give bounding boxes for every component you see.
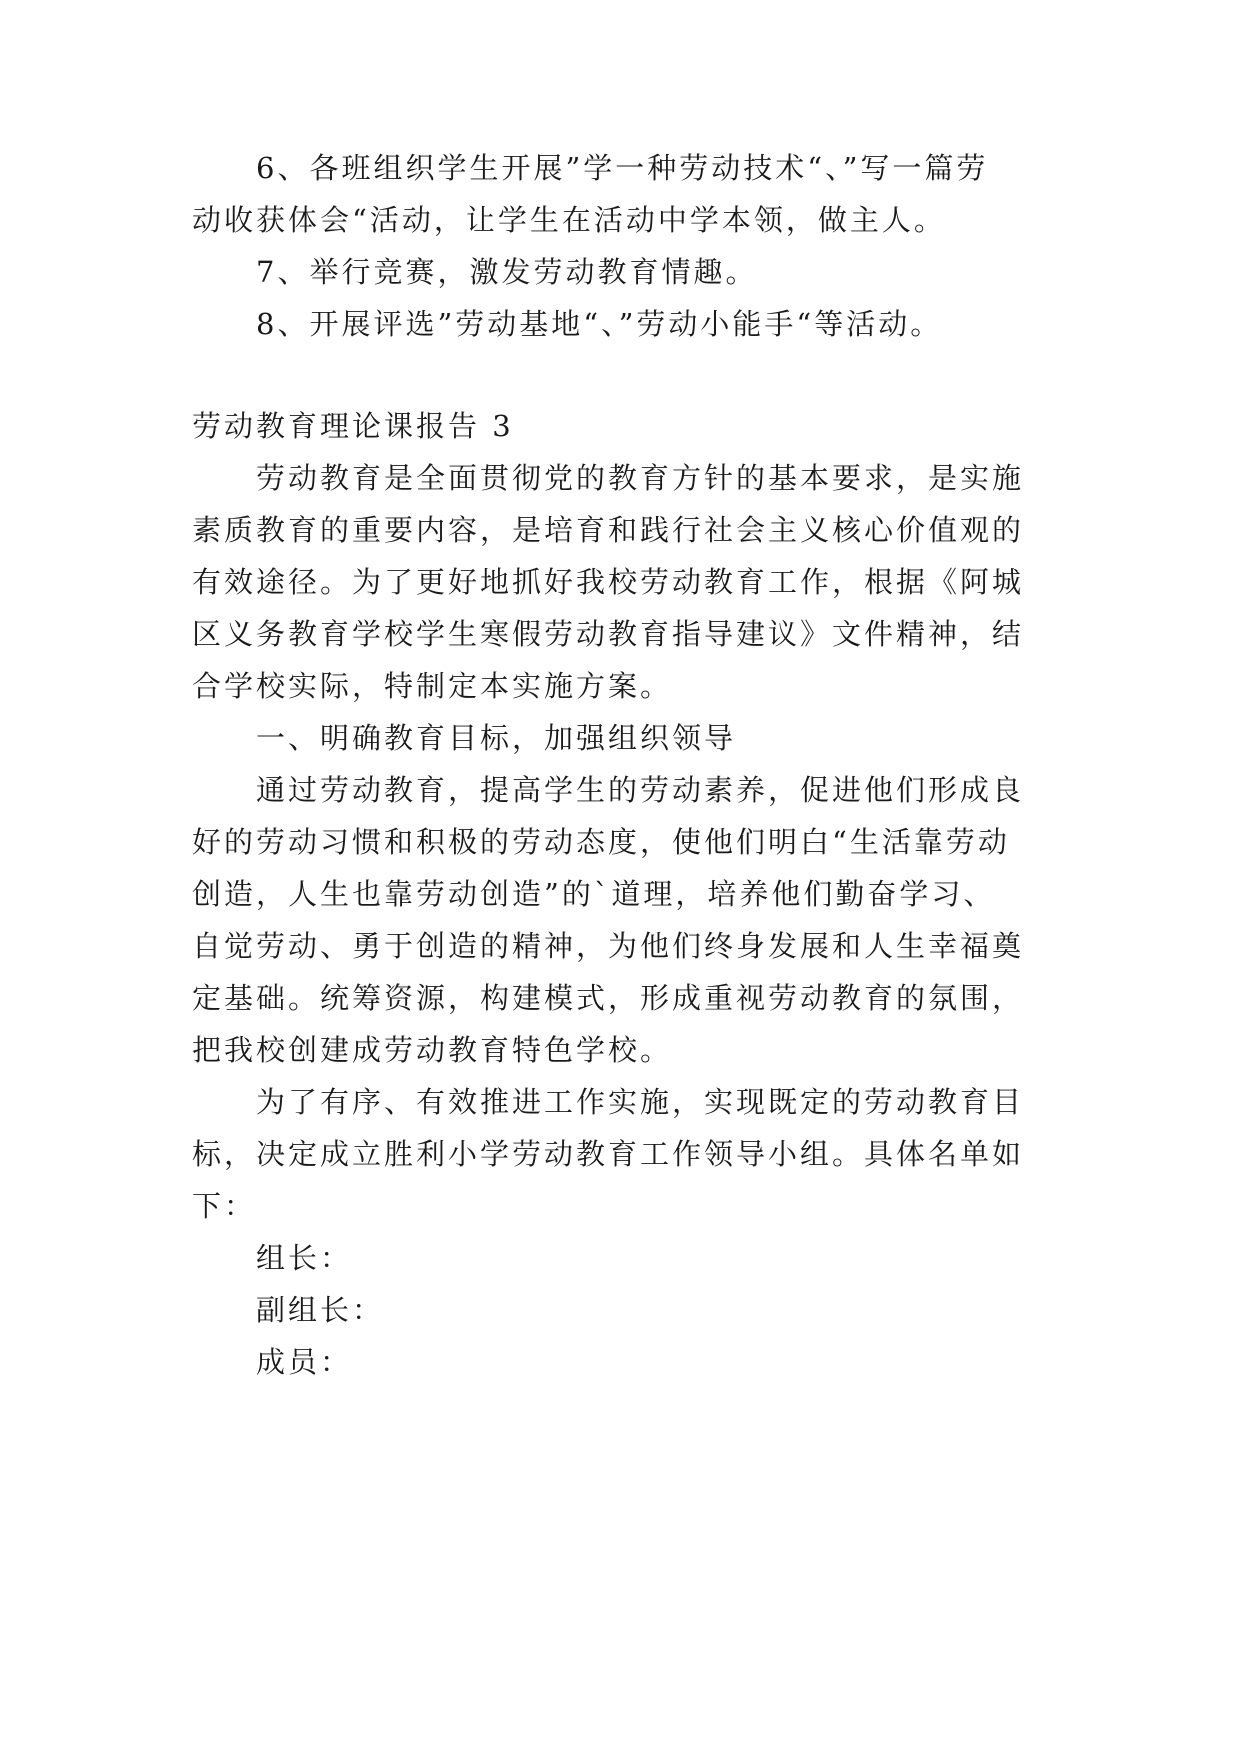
item-6-line-1: 6、各班组织学生开展”学一种劳动技术“、”写一篇劳 — [256, 151, 989, 185]
intro-line-5: 合学校实际，特制定本实施方案。 — [192, 669, 673, 703]
goal-line-2: 好的劳动习惯和积极的劳动态度，使他们明白“生活靠劳动 — [192, 825, 1010, 859]
goal-line-3: 创造，人生也靠劳动创造”的`道理，培养他们勤奋学习、 — [192, 877, 996, 911]
goal-line-6: 把我校创建成劳动教育特色学校。 — [192, 1033, 673, 1067]
goal-line-5: 定基础。统筹资源，构建模式，形成重视劳动教育的氛围， — [192, 981, 1025, 1015]
subheading-1: 一、明确教育目标，加强组织领导 — [256, 721, 737, 755]
goal-line-1: 通过劳动教育，提高学生的劳动素养，促进他们形成良 — [256, 773, 1025, 807]
item-6-line-2: 动收获体会“活动，让学生在活动中学本领，做主人。 — [192, 203, 946, 237]
intro-line-1: 劳动教育是全面贯彻党的教育方针的基本要求，是实施 — [256, 461, 1025, 495]
group-deputy-label: 副组长： — [256, 1293, 385, 1327]
group-line-2: 标，决定成立胜利小学劳动教育工作领导小组。具体名单如 — [192, 1137, 1025, 1171]
goal-line-4: 自觉劳动、勇于创造的精神，为他们终身发展和人生幸福奠 — [192, 929, 1025, 963]
item-7: 7、举行竞赛，激发劳动教育情趣。 — [256, 255, 758, 289]
intro-line-4: 区义务教育学校学生寒假劳动教育指导建议》文件精神，结 — [192, 617, 1025, 651]
group-leader-label: 组长： — [256, 1241, 353, 1275]
group-line-3: 下： — [192, 1189, 257, 1223]
group-members-label: 成员： — [256, 1345, 353, 1379]
intro-line-3: 有效途径。为了更好地抓好我校劳动教育工作，根据《阿城 — [192, 565, 1025, 599]
intro-line-2: 素质教育的重要内容，是培育和践行社会主义核心价值观的 — [192, 513, 1025, 547]
group-line-1: 为了有序、有效推进工作实施，实现既定的劳动教育目 — [256, 1085, 1025, 1119]
item-8: 8、开展评选”劳动基地“、”劳动小能手“等活动。 — [256, 307, 943, 341]
section-heading: 劳动教育理论课报告 3 — [192, 409, 514, 443]
